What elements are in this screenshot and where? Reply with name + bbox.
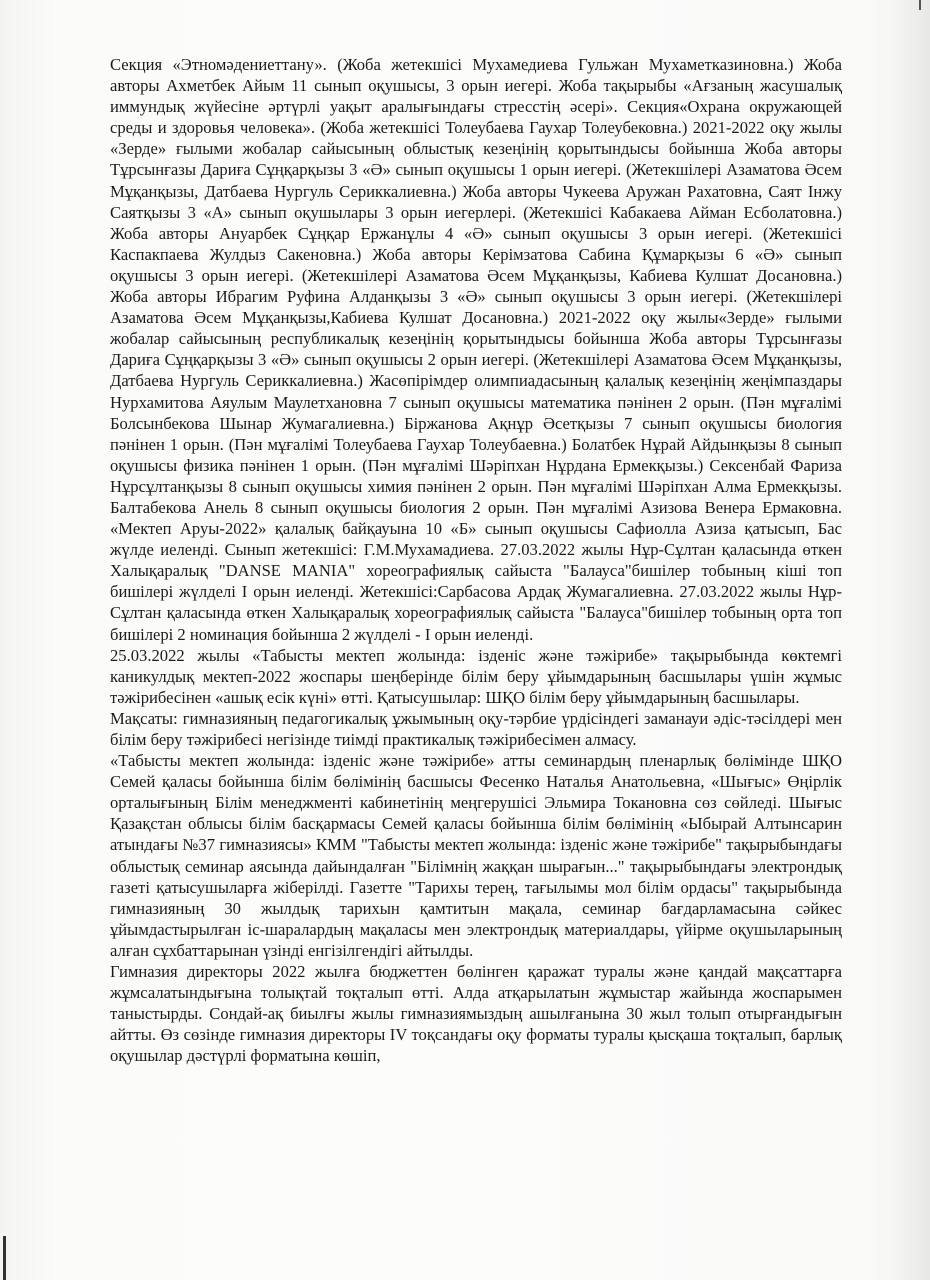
paragraph-seminar: «Табысты мектеп жолында: ізденіс және тәжірибе» атты семинардың пленарлық бөлімінде ШҚО Семей қаласы бойынша білім бөлімінің басшысы Фесенко Наталья Анатольевна, «Шығыс» Өңірлік орталығының Білім менеджменті кабинетінің меңгерушісі Эльмира Токановна сөз сөйледі. Шығыс Қазақстан облысы білім басқармасы Семей қаласы бойынша білім бөлімінің «Ыбырай Алтынсарин атындағы №37 гимназиясы» КММ "Табысты мектеп жолында: ізденіс және тәжірибе" тақырыбындағы облыстық семинар аясында дайындалған "Білімнің жаққан шырағын..." тақырыбындағы электрондық газеті қатысушыларға жіберілді. Газетте "Тарихы терең, тағылымы мол білім ордасы" тақырыбында гимназияның 30 жылдық тарихын қамтитын мақала, семинар бағдарламасына сәйкес ұйымдастырылған іс-шаралардың мақаласы мен электрондық материалдары, үйірме оқушыларының алған сұхбаттарынан үзінді енгізілгендігі айтылды. <box>110 751 842 960</box>
scan-edge-bar <box>3 1236 6 1280</box>
paragraph-goal: Мақсаты: гимназияның педагогикалық ұжымының оқу-тәрбие үрдісіндегі заманауи әдіс-тәсілдері мен білім беру тәжірибесі негізінде тиімді практикалық тәжірибесімен алмасу. <box>110 708 842 749</box>
document-body <box>110 54 842 1067</box>
page-edge-shadow <box>890 0 930 1280</box>
paragraph-achievements: Секция «Этномәдениеттану». (Жоба жетекшісі Мухамедиева Гульжан Мухаметказиновна.) Жоба авторы Ахметбек Айым 11 сынып оқушысы, 3 орын иегері. Жоба тақырыбы «Ағзаның жасушалық иммундық жүйесіне әртүрлі уақыт аралығындағы стресстің әсері». Секция«Охрана окружающей среды и здоровья человека». (Жоба жетекшісі Толеубаева Гаухар Толеубековна.) 2021-2022 оқу жылы «Зерде» ғылыми жобалар сайысының облыстық кезеңінің қорытындысы бойынша Жоба авторы Тұрсынғазы Дариға Сұңқарқызы 3 «Ә» сынып оқушысы 1 орын иегері. (Жетекшілері Азаматова Әсем Мұқанқызы, Датбаева Нургуль Сериккалиевна.) Жоба авторы Чукеева Аружан Рахатовна, Саят Інжу Саятқызы 3 «А» сынып оқушылары 3 орын иегерлері. (Жетекшісі Кабакаева Айман Есболатовна.) Жоба авторы Ануарбек Сұңқар Ержанұлы 4 «Ә» сынып оқушысы 3 орын иегері. (Жетекшісі Каспакпаева Жулдыз Сакеновна.) Жоба авторы Керімзатова Сабина Құмарқызы 6 «Ә» сынып оқушысы 3 орын иегері. (Жетекшілері Азаматова Әсем Мұқанқызы, Кабиева Кулшат Досановна.) Жоба авторы Ибрагим Руфина Алданқызы 3 «Ә» сынып оқушысы 3 орын иегері. (Жетекшілері Азаматова Әсем Мұқанқызы,Кабиева Кулшат Досановна.) 2021-2022 оқу жылы«Зерде» ғылыми жобалар сайысының республикалық кезеңінің қорытындысы бойынша Жоба авторы Тұрсынғазы Дариға Сұңқарқызы 3 «Ә» сынып оқушысы 2 орын иегері. (Жетекшілері Азаматова Әсем Мұқанқызы, Датбаева Нургуль Сериккалиевна.) Жасөпірімдер олимпиадасының қалалық кезеңінің жеңімпаздары Нурхамитова Аяулым Маулетхановна 7 сынып оқушысы математика пәнінен 2 орын. (Пән мұғалімі Болсынбекова Шынар Жумагалиевна.) Біржанова Ақнұр Әсетқызы 7 сынып оқушысы биология пәнінен 1 орын. (Пән мұғалімі Толеубаева Гаухар Толеубаевна.) Болатбек Нұрай Айдынқызы 8 сынып оқушысы физика пәнінен 1 орын. (Пән мұғалімі Шәріпхан Нұрдана Ермекқызы.) Сексенбай Фариза Нұрсұлтанқызы 8 сынып оқушысы химия пәнінен 2 орын. Пән мұғалімі Шәріпхан Алма Ермекқызы. Балтабекова Анель 8 сынып оқушысы биология 2 орын. Пән мұғалімі Азизова Венера Ермаковна. «Мектеп Аруы-2022» қалалық байқауына 10 «Б» сынып оқушысы Сафиолла Азиза қатысып, Бас жүлде иеленді. Сынып жетекшісі: Г.М.Мухамадиева. 27.03.2022 жылы Нұр-Сұлтан қаласында өткен Халықаралық "DANSE MANIA" хореографиялық сайыста "Балауса"бишілер тобының кіші топ бишілері жүлделі I орын иеленді. Жетекшісі:Сарбасова Ардақ Жумагалиевна. 27.03.2022 жылы Нұр-Сұлтан қаласында өткен Халықаралық хореографиялық сайыста "Балауса"бишілер тобының орта топ бишілері 2 номинация бойынша 2 жүлделі - I орын иеленді. <box>110 55 842 644</box>
scan-mark <box>919 0 921 10</box>
paragraph-open-day: 25.03.2022 жылы «Табысты мектеп жолында: ізденіс және тәжірибе» тақырыбында көктемгі каникулдық мектеп-2022 жоспары шеңберінде білім беру ұйымдарының басшылары үшін жұмыс тәжірибесінен «ашық есік күні» өтті. Қатысушылар: ШҚО білім беру ұйымдарының басшылары. <box>110 645 842 707</box>
paragraph-director: Гимназия директоры 2022 жылға бюджеттен бөлінген қаражат туралы және қандай мақсаттарға жұмсалатындығына толықтай тоқталып өтті. Алда атқарылатын жұмыстар жайында жоспарымен таныстырды. Сондай-ақ биылғы жылы гимназиямыздың ашылғанына 30 жыл толып отырғандығын айтты. Өз сөзінде гимназия директоры IV тоқсандағы оқу форматы туралы қысқаша тоқталып, барлық оқушылар дәстүрлі форматына көшіп, <box>110 962 842 1066</box>
